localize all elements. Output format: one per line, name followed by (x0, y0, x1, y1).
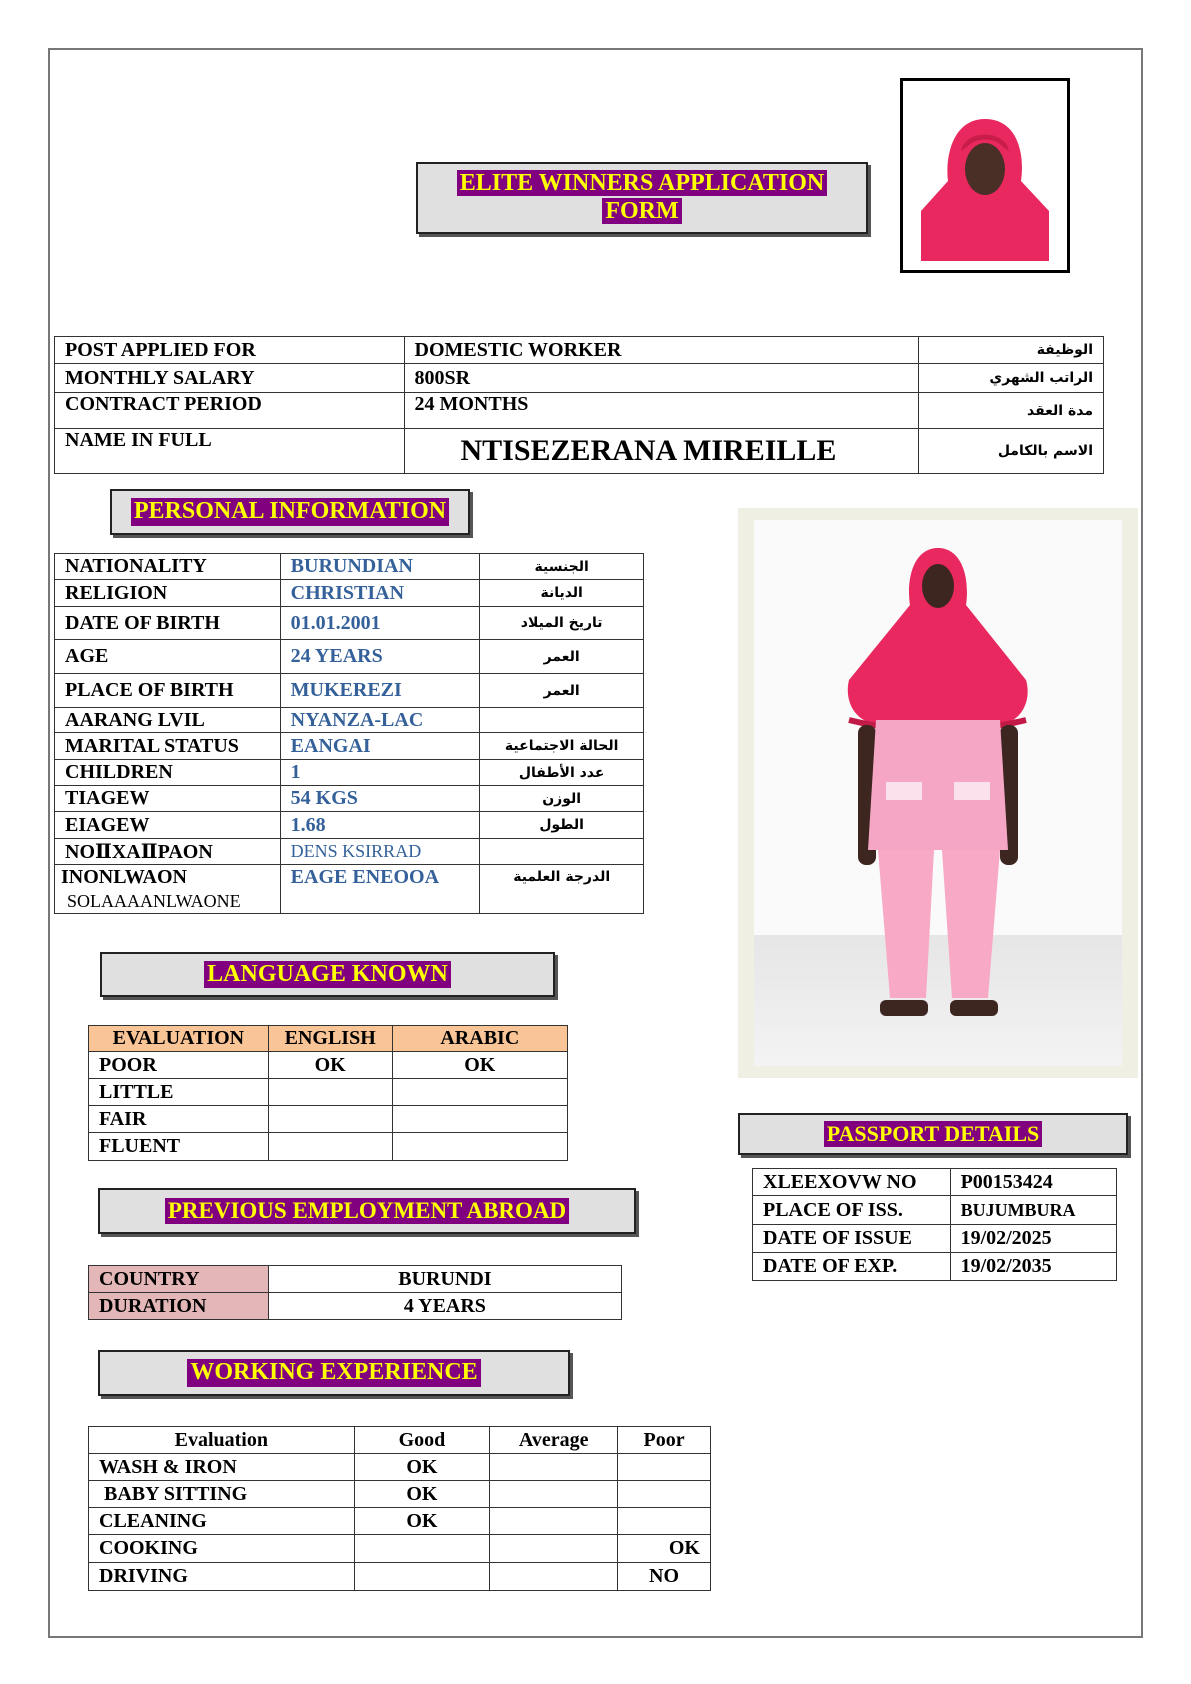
table-row (89, 1563, 711, 1591)
field-value: 24 YEARS (280, 640, 480, 674)
field-label: POST APPLIED FOR (55, 337, 405, 364)
previous-employment-heading-text: PREVIOUS EMPLOYMENT ABROAD (165, 1198, 569, 1224)
row-label: POOR (89, 1052, 269, 1079)
full-photo-illustration (754, 520, 1122, 1066)
cell-value (268, 1133, 392, 1161)
table-row (55, 865, 644, 914)
language-table (88, 1025, 568, 1161)
table-header-row (89, 1026, 568, 1052)
cell-value (392, 1133, 567, 1161)
field-arabic: الاسم بالكامل (919, 429, 1104, 474)
field-label: CONTRACT PERIOD (55, 393, 405, 429)
table-row (753, 1225, 1117, 1253)
table-row (89, 1079, 568, 1106)
field-label: EIAGEW (55, 812, 281, 839)
field-arabic: الراتب الشهري (919, 364, 1104, 393)
passport-table (752, 1168, 1117, 1281)
column-header: ARABIC (392, 1026, 567, 1052)
table-row (55, 580, 644, 607)
table-row (55, 640, 644, 674)
working-experience-heading (98, 1350, 570, 1396)
field-label: DURATION (89, 1293, 269, 1320)
cell-value (392, 1106, 567, 1133)
row-label: COOKING (89, 1535, 355, 1563)
table-row (753, 1253, 1117, 1281)
cell-value (618, 1481, 711, 1508)
field-value: EAGE ENEOOA (280, 865, 480, 914)
personal-info-heading-text: PERSONAL INFORMATION (131, 498, 449, 526)
field-value: MUKEREZI (280, 674, 480, 708)
cell-value (490, 1535, 618, 1563)
table-row (89, 1106, 568, 1133)
cell-value (392, 1079, 567, 1106)
field-label: DATE OF BIRTH (55, 607, 281, 640)
field-label: TIAGEW (55, 786, 281, 812)
cell-value (490, 1508, 618, 1535)
table-row (55, 337, 1104, 364)
field-value: DENS KSIRRAD (280, 839, 480, 865)
table-row (89, 1266, 622, 1293)
working-experience-table (88, 1426, 711, 1591)
field-label (55, 865, 281, 914)
table-row (89, 1052, 568, 1079)
field-label: PLACE OF ISS. (753, 1196, 951, 1225)
cell-value: OK (268, 1052, 392, 1079)
field-label: NOⅡXAⅡPAON (55, 839, 281, 865)
field-label: PLACE OF BIRTH (55, 674, 281, 708)
table-row (55, 733, 644, 760)
field-label: NAME IN FULL (55, 429, 405, 474)
passport-heading-text: PASSPORT DETAILS (824, 1121, 1043, 1146)
row-label: BABY SITTING (89, 1481, 355, 1508)
cell-value: OK (618, 1535, 711, 1563)
field-arabic: الحالة الاجتماعية (480, 733, 644, 760)
field-label: DATE OF ISSUE (753, 1225, 951, 1253)
applicant-full-photo (738, 508, 1138, 1078)
field-value: 54 KGS (280, 786, 480, 812)
field-arabic: الجنسية (480, 554, 644, 580)
field-value: 19/02/2035 (950, 1253, 1116, 1281)
field-arabic (480, 839, 644, 865)
table-row (55, 364, 1104, 393)
row-label: FLUENT (89, 1133, 269, 1161)
table-row (55, 674, 644, 708)
table-row (55, 812, 644, 839)
column-header: EVALUATION (89, 1026, 269, 1052)
field-value: BURUNDIAN (280, 554, 480, 580)
field-arabic: مدة العقد (919, 393, 1104, 429)
cell-value (490, 1454, 618, 1481)
table-row (55, 760, 644, 786)
field-label: XLEEXOVW NO (753, 1169, 951, 1196)
table-row (55, 554, 644, 580)
table-row (55, 429, 1104, 474)
table-row (89, 1293, 622, 1320)
personal-info-table (54, 553, 644, 914)
table-row (89, 1508, 711, 1535)
field-value: BUJUMBURA (950, 1196, 1116, 1225)
table-row (753, 1169, 1117, 1196)
cell-value: OK (354, 1508, 490, 1535)
table-row (89, 1535, 711, 1563)
form-title-line2: FORM (602, 198, 681, 224)
field-label: MONTHLY SALARY (55, 364, 405, 393)
field-label: NATIONALITY (55, 554, 281, 580)
cell-value (268, 1106, 392, 1133)
field-arabic (480, 708, 644, 733)
field-value: 4 YEARS (268, 1293, 621, 1320)
field-label: CHILDREN (55, 760, 281, 786)
passport-heading (738, 1113, 1128, 1155)
table-row (89, 1481, 711, 1508)
cell-value (618, 1508, 711, 1535)
table-row (55, 607, 644, 640)
applicant-headshot (900, 78, 1070, 273)
field-value: NYANZA-LAC (280, 708, 480, 733)
column-header: ENGLISH (268, 1026, 392, 1052)
field-label: AARANG LVIL (55, 708, 281, 733)
job-details-table (54, 336, 1104, 474)
cell-value (354, 1535, 490, 1563)
field-arabic: عدد الأطفال (480, 760, 644, 786)
field-label: MARITAL STATUS (55, 733, 281, 760)
field-value: 24 MONTHS (404, 393, 919, 429)
cell-value: OK (392, 1052, 567, 1079)
row-label: WASH & IRON (89, 1454, 355, 1481)
table-row (55, 393, 1104, 429)
field-arabic: تاريخ الميلاد (480, 607, 644, 640)
previous-employment-table (88, 1265, 622, 1320)
headshot-illustration (903, 81, 1067, 270)
field-label: AGE (55, 640, 281, 674)
field-label: COUNTRY (89, 1266, 269, 1293)
row-label: DRIVING (89, 1563, 355, 1591)
field-value: 19/02/2025 (950, 1225, 1116, 1253)
cell-value: NO (618, 1563, 711, 1591)
row-label: LITTLE (89, 1079, 269, 1106)
field-arabic: الوظيفة (919, 337, 1104, 364)
table-header-row (89, 1427, 711, 1454)
column-header: Evaluation (89, 1427, 355, 1454)
cell-value: OK (354, 1481, 490, 1508)
cell-value (490, 1563, 618, 1591)
full-photo-background (754, 520, 1122, 1066)
working-experience-heading-text: WORKING EXPERIENCE (187, 1359, 480, 1387)
column-header: Poor (618, 1427, 711, 1454)
field-arabic: الدرجة العلمية (480, 865, 644, 914)
field-label: DATE OF EXP. (753, 1253, 951, 1281)
field-value: P00153424 (950, 1169, 1116, 1196)
field-arabic: الوزن (480, 786, 644, 812)
row-label: CLEANING (89, 1508, 355, 1535)
table-row (753, 1196, 1117, 1225)
field-arabic: الديانة (480, 580, 644, 607)
field-label-line2: SOLAAAANLWAONE (67, 891, 241, 911)
field-label-line1: INONLWAON (61, 866, 187, 888)
table-row (89, 1454, 711, 1481)
cell-value: OK (354, 1454, 490, 1481)
column-header: Good (354, 1427, 490, 1454)
table-row (55, 839, 644, 865)
full-name-value: NTISEZERANA MIREILLE (404, 429, 919, 474)
table-row (55, 708, 644, 733)
table-row (55, 786, 644, 812)
table-row (89, 1133, 568, 1161)
language-heading (100, 952, 555, 997)
previous-employment-heading (98, 1188, 636, 1234)
field-arabic: العمر (480, 640, 644, 674)
field-value: 800SR (404, 364, 919, 393)
cell-value (490, 1481, 618, 1508)
language-heading-text: LANGUAGE KNOWN (204, 961, 451, 989)
field-label: RELIGION (55, 580, 281, 607)
field-value: CHRISTIAN (280, 580, 480, 607)
field-value: BURUNDI (268, 1266, 621, 1293)
row-label: FAIR (89, 1106, 269, 1133)
field-arabic: الطول (480, 812, 644, 839)
column-header: Average (490, 1427, 618, 1454)
personal-info-heading (110, 489, 470, 535)
field-value: 1.68 (280, 812, 480, 839)
cell-value (268, 1079, 392, 1106)
form-title-box (416, 162, 868, 234)
cell-value (354, 1563, 490, 1591)
field-arabic: العمر (480, 674, 644, 708)
field-value: DOMESTIC WORKER (404, 337, 919, 364)
cell-value (618, 1454, 711, 1481)
field-value: 1 (280, 760, 480, 786)
form-title-line1: ELITE WINNERS APPLICATION (457, 170, 828, 196)
field-value: EANGAI (280, 733, 480, 760)
field-value: 01.01.2001 (280, 607, 480, 640)
